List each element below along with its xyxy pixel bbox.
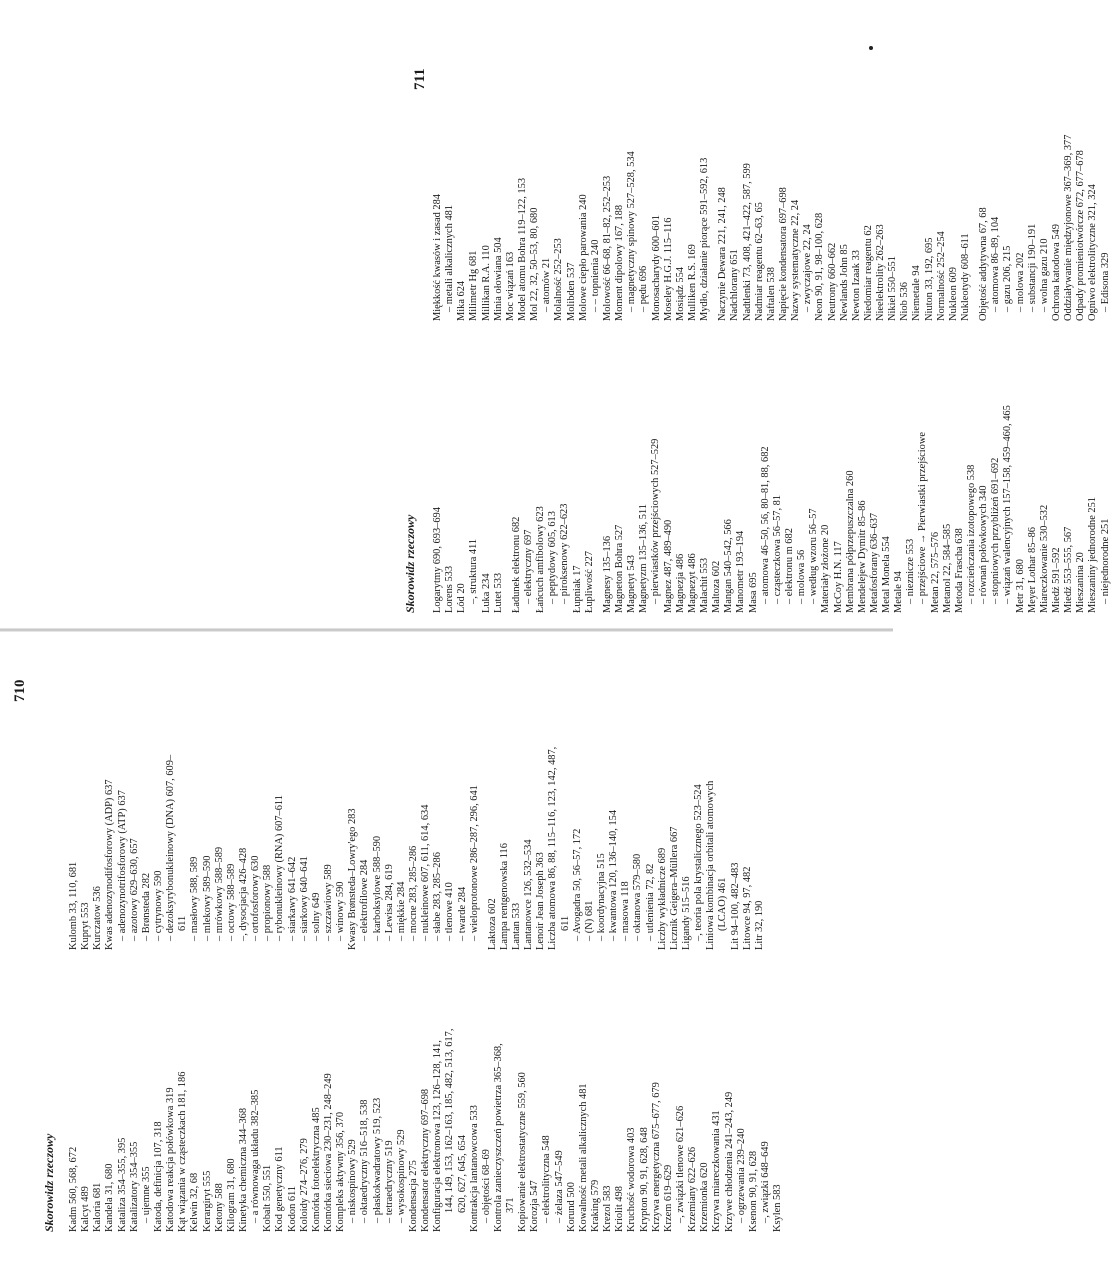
index-entry: Lampa rentgenowska 116 [498,843,510,950]
index-entry: Katoda, definicja 107, 318 [152,1121,164,1232]
index-entry: Koloidy 274–276, 279 [298,1138,310,1232]
index-entry: Niuton 33, 192, 695 [923,237,935,321]
index-entry: Materiały złożone 20 [820,524,832,613]
index-subentry: – wieloprotonowe 286–287, 296, 641 [468,785,480,941]
index-entry: Lit 94–100, 482–483 [729,862,741,950]
index-subentry: –, dysocjacja 426–428 [237,847,249,941]
index-entry: Newlands John 85 [838,244,850,321]
index-entry: Kowalność metali alkalicznych 481 [577,1083,589,1232]
index-entry: Katalizatory 354–355 [128,1141,140,1232]
index-column [68,660,766,950]
index-entry: Magnez 487, 489–490 [662,519,674,613]
index-subentry: – tetraedryczny 519 [383,1140,395,1223]
index-subentry: – atomowa 46–50, 56, 80–81, 88, 682 [759,446,771,604]
index-entry: Logarytmy 690, 693–694 [432,507,443,613]
index-entry: Kwas adenozynodifosforowy (ADP) 637 [104,779,116,950]
index-entry: Millikan R.A. 110 [480,245,492,321]
index-entry: Lantan 533 [511,902,523,950]
index-entry: Metale 94 [893,571,905,613]
index-entry: Krezol 583 [602,1185,614,1232]
index-subentry: – cząsteczkowa 56–57, 81 [771,494,783,604]
index-subentry: – twarde 284 [456,886,468,941]
index-entry: Łańcuch amfibolowy 623 [535,506,547,613]
index-subentry: – siarkawy 641–642 [286,856,298,941]
index-subentry: – a równowaga układu 382–385 [250,1089,262,1223]
index-subentry: – wysokospinowy 529 [395,1129,407,1223]
index-subentry: – tlenowe 410 [444,882,456,941]
index-subentry: – substancji 190–191 [1026,223,1038,312]
index-entry: Metal Monela 554 [881,536,893,613]
index-entry: Nadtlenki 73, 408, 421–422, 587, 599 [741,163,753,321]
index-entry: Naftalen 538 [765,267,777,321]
index-entry: Krypton 90, 91, 628, 648 [638,1127,650,1232]
index-subentry: – azotowy 629–630, 657 [128,838,140,941]
index-entry: Kod genetyczny 611 [274,1146,286,1232]
page-number: 710 [12,679,28,702]
index-subentry: – atomowa 86–89, 104 [990,216,1002,312]
index-entry: Liczba atomowa 86, 88, 115–116, 123, 142, 487, [547,746,559,950]
index-entry: Molibden 537 [565,262,577,321]
index-entry: Malachit 553 [698,557,710,613]
index-entry: Masa 695 [747,572,759,613]
index-subentry: – niejednorodne 251 [1099,518,1111,604]
index-entry: Nukleon 609 [947,267,959,321]
index-entry: Napięcie kondensatora 697–698 [777,187,789,321]
index-entry: Kąt wiązania w cząsteczkach 181, 186 [177,1071,189,1232]
index-subentry: – siarkowy 640–641 [298,856,310,941]
index-entry: Liniowa kombinacja orbitali atomowych [705,780,717,950]
index-entry: Nadmiar reagentu 62–63, 65 [753,202,765,321]
index-entry: Łupliwość 227 [583,550,595,613]
index-entry: Korund 500 [565,1182,577,1232]
index-entry: Membrana półprzepuszczalna 260 [844,470,856,613]
index-subentry: – (N) 681 [583,900,595,941]
index-entry: Krzemiany 622–626 [687,1146,699,1232]
index-subentry: – rozcieńczania izotopowego 538 [966,464,978,604]
index-entry: Metoda Frascha 638 [953,528,965,613]
index-subentry: – – topnienia 240 [589,239,601,312]
index-subentry: – mlekowy 589–590 [201,855,213,941]
index-entry: Magnezyt 486 [686,553,698,613]
index-entry: Metafosforany 636–637 [868,512,880,613]
index-subentry: – zwyczajowe 22, 24 [802,224,814,312]
index-entry: Mosiądz 554 [674,267,686,321]
index-subentry: – cytrynowy 590 [152,870,164,941]
index-entry: Nikiel 550–551 [887,256,899,321]
index-entry: Liczby wykładnicze 689 [656,847,668,950]
index-entry: Neon 90, 91, 98–100, 628 [814,212,826,321]
index-entry: Kulomb 33, 110, 681 [68,861,79,950]
index-entry: Odpady promieniotwórcze 672, 677–678 [1075,150,1087,321]
index-entry: Licznik Geigera–Müllera 667 [668,826,680,950]
index-entry: Magneton Bohra 527 [613,524,625,613]
index-subentry: – winowy 590 [335,881,347,941]
index-subentry: – ortofosforowy 630 [250,855,262,941]
index-entry: Kontrakcja lantanowcowa 533 [468,1105,480,1232]
index-subentry: – miękkie 284 [395,881,407,941]
index-subentry: – solny 649 [310,892,322,941]
index-entry: Kopiowanie elektrostatyczne 559, 560 [517,1072,529,1232]
index-entry: Lutet 533 [492,572,504,613]
index-subentry: – masłowy 588, 589 [189,856,201,941]
index-entry: Ketony 588 [213,1183,225,1232]
index-subentry: – pierwiastków przejściowych 527–529 [650,438,662,604]
index-entry: Moc wiązań 163 [504,251,516,321]
index-column [432,323,1112,613]
index-subentry: – Avogadra 50, 56–57, 172 [571,828,583,941]
index-subentry: – koordynacyjna 515 [596,853,608,941]
index-subentry: – magnetyczny spinowy 527–528, 534 [626,151,638,312]
index-entry: Miedź 553–555, 567 [1063,526,1075,613]
index-entry: Kurczatow 536 [92,886,104,950]
index-entry: Komórka sieciowa 230–231, 248–249 [322,1073,334,1232]
index-entry: Kadm 560, 568, 672 [68,1146,79,1232]
index-subentry: – wiązań walencyjnych 157–158, 459–460, 465 [1002,405,1014,604]
index-entry: Ogniwo elektrolityczne 321, 324 [1087,184,1099,321]
index-entry: Kerargiryt 555 [201,1170,213,1232]
index-entry: Maltoza 602 [711,560,723,613]
index-entry: Nadchlorany 651 [729,249,741,321]
index-entry: Kodon 611 [286,1185,298,1232]
index-subentry: – karboksylowe 588–590 [371,835,383,941]
index-subentry: – octowy 588–589 [225,863,237,941]
index-subentry: – elektryczny 697 [522,529,534,604]
index-entry: Monosacharydy 600–601 [650,215,662,321]
index-entry: Kobalt 550, 551 [262,1164,274,1232]
index-subentry: – wolna gazu 210 [1038,238,1050,312]
index-entry: Laktoza 602 [486,898,498,950]
index-entry: Lód 20 [456,583,468,613]
index-entry: Ligandy 515–516 [681,876,693,950]
index-entry: Kupryt 553 [80,902,92,950]
index-subentry: – żelaza 547–549 [553,1150,565,1223]
index-entry: Minia ołowiana 504 [492,237,504,321]
index-entry: Ksylen 583 [772,1184,784,1232]
index-entry: Litr 32, 190 [753,900,765,950]
index-entry: Kinetyka chemiczna 344–368 [237,1107,249,1232]
index-subentry: – objętości 68–69 [480,1149,492,1223]
index-entry: Mieszaniny jednorodne 251 [1087,496,1099,613]
index-entry: Objętość addytywna 67, 68 [978,207,990,321]
index-subentry: – płaskokwadratowy 519, 523 [371,1097,383,1223]
index-entry-continuation: 620, 627, 645, 654 [456,1135,468,1213]
index-subentry: – słabe 283, 285–286 [432,852,444,941]
page-710 [0,631,893,1262]
index-entry: Kaloria 681 [92,1182,104,1232]
index-subentry: – peptydowy 605, 613 [547,511,559,604]
page-711 [0,0,1111,631]
index-entry: Miękkość kwasów i zasad 284 [432,194,443,321]
page-header-title: Skorowidz rzeczowy [403,514,417,613]
index-entry: Moseley H.G.J. 115–116 [662,217,674,321]
index-entry: Krzywe chłodzenia 241–243, 249 [723,1091,735,1232]
index-entry-continuation: 371 [505,1197,517,1213]
index-entry: Molowe ciepło parowania 240 [577,194,589,321]
index-entry: Niedomiar reagentu 62 [862,225,874,321]
index-subentry: – dezoksyrybonukleinowy (DNA) 607, 609– [165,754,177,941]
index-entry: Lorens 533 [444,565,456,613]
index-entry: Mydło, działanie piorące 591–592, 613 [699,157,711,321]
index-entry: Lantanowce 126, 532–534 [523,839,535,950]
index-entry: Nieelektrolity 262–263 [875,224,887,321]
index-subentry: – piroksenowy 622–623 [559,503,571,604]
index-entry: Metan 22, 575–576 [929,531,941,613]
index-entry: Mulliken R.S. 169 [686,244,698,321]
index-entry: Magnezja 486 [674,553,686,613]
index-subentry: – mocne 283, 285–286 [407,845,419,941]
index-entry: Metr 31, 680 [1014,559,1026,613]
index-subentry: – molowa 202 [1014,252,1026,312]
index-column [68,964,784,1232]
index-entry: Kondensator elektryczny 697–698 [420,1088,432,1232]
index-subentry: –, teoria pola krystalicznego 523–524 [693,784,705,941]
index-subentry: –, związki 648–649 [760,1141,772,1223]
index-entry: Neutrony 660–662 [826,242,838,321]
index-subentry: – elektronu m 682 [783,528,795,604]
index-entry: Kandela 31, 680 [104,1163,116,1232]
index-entry: Luka 234 [480,573,492,613]
index-entry: Krzywa miareczkowania 431 [711,1110,723,1232]
index-entry: Konfiguracja elektronowa 123, 126–128, 141, [432,1040,444,1232]
index-entry: Mendelejew Dymitr 85–86 [856,500,868,613]
index-entry: Litowce 94, 97, 482 [741,866,753,950]
index-subentry: – równań połówkowych 340 [978,485,990,604]
index-subentry: – stopniowych przybliżeń 691–692 [990,457,1002,604]
index-entry: Magnetyzm 135–136, 511 [638,504,650,613]
index-entry: Krzemionka 620 [699,1162,711,1232]
index-entry: Normalność 252–254 [935,231,947,321]
index-subentry: – nukleinowe 607, 611, 614, 634 [420,804,432,941]
index-entry: Lenoir Jean Joseph 363 [535,852,547,950]
index-subentry: – Edisona 329 [1099,252,1111,312]
index-entry: Ładunek elektronu 682 [510,516,522,613]
index-entry: Kondensacja 275 [407,1160,419,1232]
index-subentry: – masowa 118 [620,881,632,941]
index-entry: Naczynie Dewara 221, 241, 248 [717,187,729,321]
index-entry: Łupniak 17 [571,565,583,613]
index-entry: Miedź 591–592 [1051,547,1063,613]
index-subentry: – mrówkowy 588–589 [213,846,225,941]
index-entry: Miareczkowanie 530–532 [1038,504,1050,613]
index-entry: Mieszanina 20 [1075,552,1087,613]
index-entry: Milimetr Hg 681 [468,250,480,321]
index-subentry: – niskospinowy 529 [347,1139,359,1223]
index-entry: Katodowa reakcja połówkowa 319 [165,1087,177,1232]
index-entry: Ksenon 90, 91, 628 [747,1150,759,1232]
index-entry: Molowość 66–68, 81–82, 252–253 [601,175,613,321]
index-entry: Ochrona katodowa 549 [1051,224,1063,321]
page-number: 711 [412,68,428,90]
index-entry: Manometr 193–194 [735,530,747,613]
index-subentry: – Lewisa 284, 619 [383,864,395,941]
index-subentry: – oktanowa 579–580 [632,853,644,941]
index-entry: Kruchość wodorowa 403 [626,1127,638,1232]
index-entry: Niemetale 94 [911,265,923,321]
index-subentry: –, struktura 411 [468,538,480,604]
index-entry-continuation: 611 [559,915,571,931]
page-header-title: Skorowidz rzeczowy [42,1133,56,1232]
index-entry: Magnetyt 543 [626,554,638,613]
index-subentry: – propionowy 588 [262,864,274,941]
index-subentry: – gazu 206, 215 [1002,245,1014,312]
index-entry: Komórka fotoelektryczna 485 [310,1107,322,1232]
index-entry: Magnesy 135–136 [601,535,613,613]
index-entry: Model atomu Bohra 119–122, 153 [516,177,528,321]
index-subentry: – metali alkalicznych 481 [444,204,456,312]
index-entry: Nukleotydy 608–611 [960,233,972,321]
index-entry: Kontrola zanieczyszczeń powietrza 365–368, [492,1043,504,1232]
index-subentry: – nieznicze 553 [905,538,917,604]
index-subentry: – oktaedryczny 516–518, 538 [359,1099,371,1223]
index-entry: Nazwy systematyczne 22, 24 [790,199,802,321]
index-entry: Mika 624 [456,280,468,321]
index-entry: Kwasy Brønsteda–Lowry'ego 283 [347,808,359,950]
index-subentry: – według wzoru 56–57 [808,508,820,604]
index-subentry: – przejściowe → Pierwiastki przejściowe [917,432,929,604]
index-entry: Kraking 579 [590,1179,602,1232]
index-column [432,21,1112,321]
index-subentry: – szczawiowy 589 [322,864,334,941]
index-entry: Metanol 22, 584–585 [941,523,953,613]
index-subentry: – adenozynotrifosforowy (ATP) 637 [116,790,128,941]
index-entry: McCoy H.N. 117 [832,541,844,613]
index-entry: Mangan 540–542, 566 [723,519,735,613]
index-subentry: –, związki tlenowe 621–626 [675,1105,687,1223]
index-entry: Meyer Lothar 85–86 [1026,527,1038,613]
index-entry: Kelwin 32, 68 [189,1172,201,1232]
index-entry: Krzywa energetyczna 675–677, 679 [650,1082,662,1232]
index-entry-continuation: 611 [177,915,189,931]
index-entry: Kompleks aktywny 356, 370 [335,1111,347,1232]
index-entry: Korozja 547 [529,1180,541,1232]
index-entry: Krzem 619–629 [662,1164,674,1232]
index-subentry: – elektrolityczna 548 [541,1135,553,1223]
index-subentry: – molowa 56 [796,549,808,604]
index-entry: Kriolit 498 [614,1186,626,1232]
index-entry: Moment dipolowy 167, 188 [614,204,626,321]
index-subentry: – atomów 21 [541,257,553,312]
index-entry: Oddziaływanie międzyjonowe 367–369, 377 [1063,134,1075,321]
index-subentry: – rybonukleinowy (RNA) 607–611 [274,795,286,941]
index-subentry: – Brønsteda 282 [140,872,152,941]
index-entry: Newton Izaak 33 [850,250,862,321]
index-entry: Kilogram 31, 680 [225,1158,237,1232]
index-entry-continuation: 144, 149, 153, 162–163, 185, 482, 513, 617, [444,1028,456,1213]
index-subentry: – utlenienia 72, 82 [644,863,656,941]
index-entry: Molalność 252–253 [553,238,565,321]
index-entry: Mol 22, 32, 50–53, 80, 680 [529,207,541,321]
index-subentry: – pędu 696 [638,265,650,312]
index-entry: Kalcyt 489 [80,1186,92,1232]
index-entry-continuation: (LCAO) 461 [717,877,729,931]
index-entry: Kataliza 354–355, 395 [116,1137,128,1232]
index-subentry: – kwantowa 120, 136–140, 154 [608,809,620,941]
index-subentry: – elektrofilowe 284 [359,859,371,941]
index-subentry: – ujemne 355 [140,1166,152,1223]
index-entry: Niob 536 [899,282,911,321]
index-subentry: – ogrzewania 239–240 [735,1128,747,1223]
